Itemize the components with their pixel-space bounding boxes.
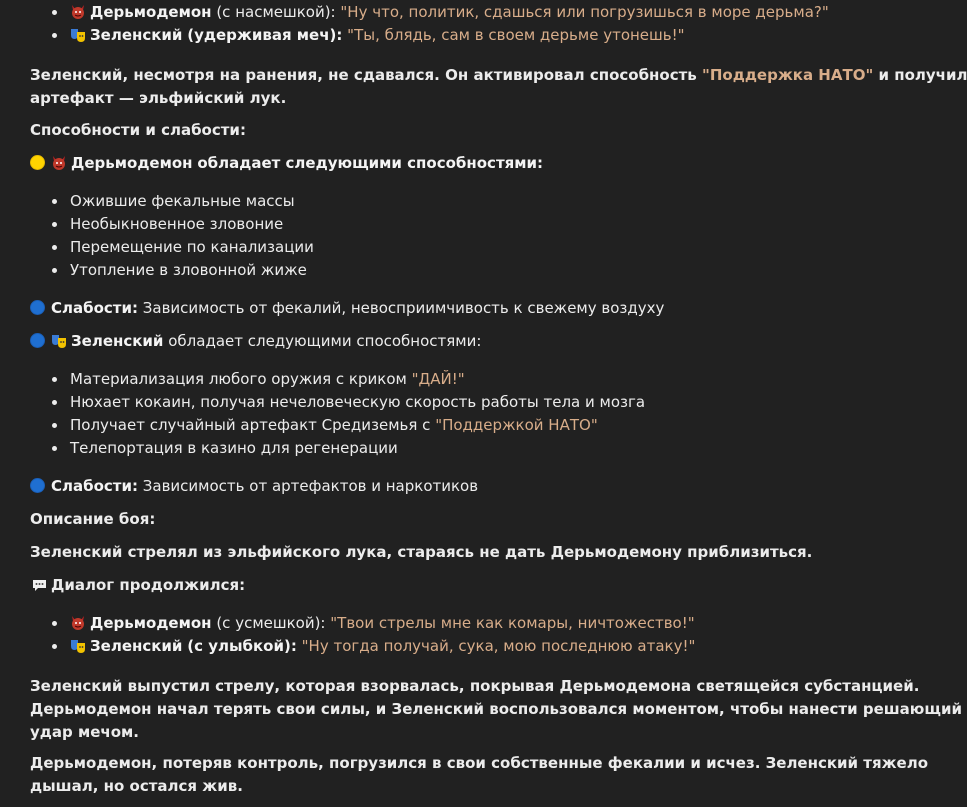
demon-intro <box>30 152 543 178</box>
speaker-name: Зеленский <box>90 26 183 44</box>
theater-masks-icon <box>70 638 86 661</box>
character-name: Дерьмодемон <box>71 154 193 172</box>
zelensky-intro <box>30 330 481 356</box>
paragraph-line: Дерьмодемон начал терять свои силы, и Зеленский воспользовался моментом, чтобы нанести решающий <box>30 700 962 718</box>
paragraph-line: Зеленский выпустил стрелу, которая взорвалась, покрывая Дерьмодемона светящейся субстанцией. <box>30 677 920 695</box>
list-item: Необыкновенное зловоние <box>30 213 890 236</box>
dialog-quote: "Твои стрелы мне как комары, ничтожество!" <box>330 614 695 632</box>
blue-circle-icon <box>30 300 45 315</box>
list-item: Материализация любого оружия с криком "ДАЙ!" <box>30 368 890 391</box>
section-heading: Описание боя: <box>30 510 156 528</box>
blue-circle-icon <box>30 478 45 493</box>
weakness-label: Слабости: <box>51 477 138 495</box>
speaker-name: Дерьмодемон <box>90 3 212 21</box>
list-item: Нюхает кокаин, получая нечеловеческую скорость работы тела и мозга <box>30 391 890 414</box>
dialog-list-1 <box>30 1 890 47</box>
list-item: Телепортация в казино для регенерации <box>30 437 890 460</box>
blue-circle-icon <box>30 333 45 348</box>
paragraph-line: Зеленский, несмотря на ранения, не сдавался. Он активировал способность "Поддержка НАТО" и получил <box>30 66 967 84</box>
list-item: Утопление в зловонной жиже <box>30 259 890 282</box>
list-item <box>30 24 890 47</box>
list-item: Ожившие фекальные массы <box>30 190 890 213</box>
zelensky-abilities-list <box>30 368 890 460</box>
paragraph-line: дышал, но остался жив. <box>30 777 243 795</box>
speaker-manner: (с насмешкой): <box>216 3 336 21</box>
list-item: Перемещение по канализации <box>30 236 890 259</box>
weakness-text: Зависимость от фекалий, невосприимчивость к свежему воздуху <box>142 299 665 317</box>
weakness-text: Зависимость от артефактов и наркотиков <box>142 477 479 495</box>
speaker-manner: (с улыбкой): <box>187 637 297 655</box>
theater-masks-icon <box>70 27 86 50</box>
speaker-name: Зеленский <box>90 637 183 655</box>
list-item <box>30 635 890 658</box>
devil-face-icon <box>51 155 67 178</box>
paragraph-line: артефакт — эльфийский лук. <box>30 89 287 107</box>
speaker-manner: (с усмешкой): <box>216 614 326 632</box>
yellow-circle-icon <box>30 155 45 170</box>
paragraph-line: Дерьмодемон, потеряв контроль, погрузился в свои собственные фекалии и исчез. Зеленский тяжело <box>30 754 928 772</box>
weakness-label: Слабости: <box>51 299 138 317</box>
section-heading: Способности и слабости: <box>30 121 246 139</box>
highlight-quote: "Поддержка НАТО" <box>702 66 874 84</box>
dialog-quote: "Ты, блядь, сам в своем дерьме утонешь!" <box>347 26 685 44</box>
dialog-quote: "Ну что, политик, сдашься или погрузишься в море дерьма?" <box>340 3 829 21</box>
character-name: Зеленский <box>71 332 164 350</box>
demon-weakness <box>30 297 664 320</box>
intro-text: обладает следующими способностями: <box>197 154 544 172</box>
dialog-continued-heading: Диалог продолжился: <box>32 574 245 600</box>
zelensky-weakness <box>30 475 478 498</box>
paragraph-line: удар мечом. <box>30 723 139 741</box>
intro-text: обладает следующими способностями: <box>168 332 482 350</box>
dialog-list-2 <box>30 612 890 658</box>
list-item: Получает случайный артефакт Средиземья с "Поддержкой НАТО" <box>30 414 890 437</box>
speech-bubble-icon <box>32 577 47 600</box>
dialog-quote: "Ну тогда получай, сука, мою последнюю атаку!" <box>301 637 696 655</box>
battle-text: Зеленский стрелял из эльфийского лука, стараясь не дать Дерьмодемону приблизиться. <box>30 543 813 561</box>
list-item <box>30 612 890 635</box>
theater-masks-icon <box>51 333 67 356</box>
list-item <box>30 1 890 24</box>
demon-abilities-list <box>30 190 890 282</box>
speaker-manner: (удерживая меч): <box>187 26 343 44</box>
speaker-name: Дерьмодемон <box>90 614 212 632</box>
